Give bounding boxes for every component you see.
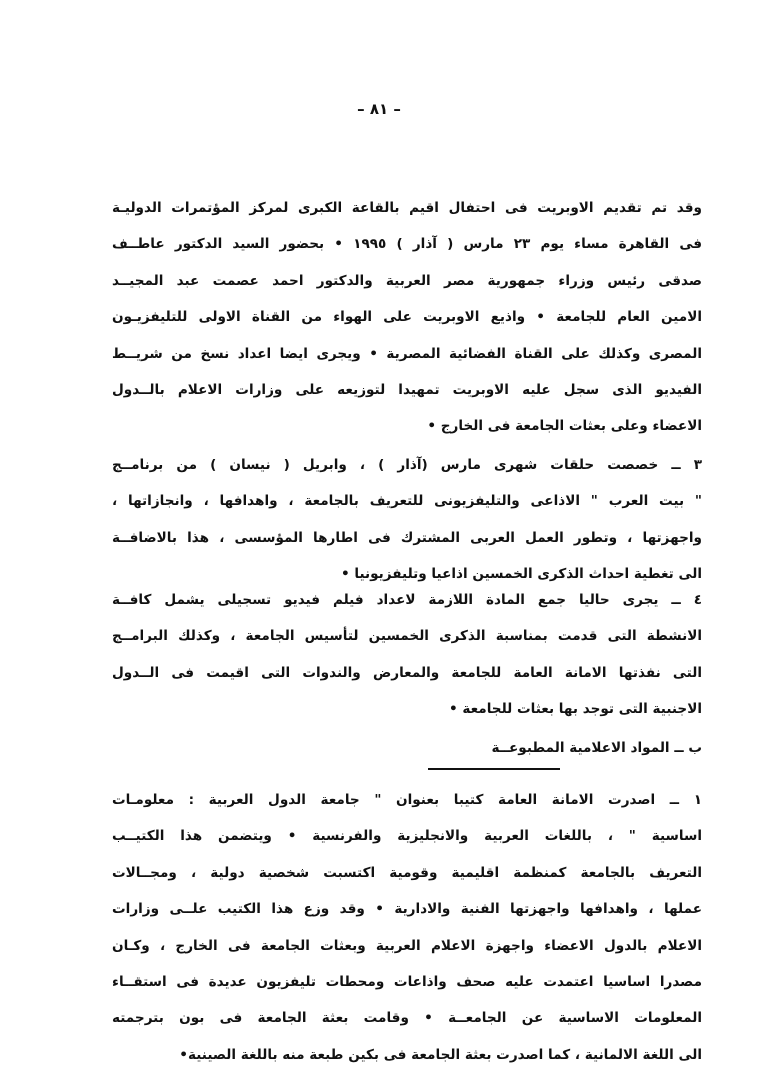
text-line: التعريف بالجامعة كمنظمة اقليمية وقومية اكتسبت شخصية دولية ، ومجــالات — [112, 864, 702, 881]
text-line: ٤ ــ يجرى حاليا جمع المادة اللازمة لاعداد فيلم فيديو تسجيلى يشمل كافــة — [112, 592, 702, 608]
text-line: صدقى رئيس وزراء جمهورية مصر العربية والدكتور احمد عصمت عبد المجيــد — [112, 272, 702, 289]
text-line: الى تغطية احداث الذكرى الخمسين اذاعيا وتليفزيونيا • — [340, 566, 702, 583]
item-4-paragraph — [112, 582, 702, 728]
text-line: التى نفذتها الامانة العامة للجامعة والمعارض والندوات التى اقيمت فى الــدول — [112, 664, 702, 681]
heading-underline — [428, 768, 560, 770]
text-line: الانشطة التى قدمت بمناسبة الذكرى الخمسين لتأسيس الجامعة ، وكذلك البرامــج — [112, 628, 702, 645]
text-line: ٣ ــ خصصت حلقات شهرى مارس (آذار ) ، وابريل ( نيسان ) من برنامــج — [112, 457, 702, 473]
item-3-paragraph — [112, 447, 702, 593]
text-line: " بيت العرب " الاذاعى والتليفزيونى للتعريف بالجامعة ، واهدافها ، وانجازاتها ، — [112, 493, 702, 510]
text-line: الاعضاء وعلى بعثات الجامعة فى الخارج • — [427, 418, 702, 435]
text-line: وقد تم تقديم الاوبريت فى احتفال اقيم بالقاعة الكبرى لمركز المؤتمرات الدوليـة — [112, 200, 702, 216]
text-line: مصدرا اساسيا اعتمدت عليه صحف واذاعات ومحطات تليفزيون عديدة فى استقــاء — [112, 973, 702, 990]
text-line: الفيديو الذى سجل عليه الاوبريت تمهيدا لتوزيعه على وزارات الاعلام بالــدول — [112, 381, 702, 398]
text-line: الاعلام بالدول الاعضاء واجهزة الاعلام العربية وبعثات الجامعة فى الخارج ، وكـان — [112, 937, 702, 954]
text-line: المصرى وكذلك على القناة الفضائية المصرية • ويجرى ايضا اعداد نسخ من شريــط — [112, 345, 702, 362]
text-line: اساسية " ، باللغات العربية والانجليزية والفرنسية • ويتضمن هذا الكتيــب — [112, 828, 702, 845]
text-line: الى اللغة الالمانية ، كما اصدرت بعثة الجامعة فى بكين طبعة منه باللغة الصينية• — [179, 1046, 702, 1063]
text-line: فى القاهرة مساء يوم ٢٣ مارس ( آذار ) ١٩٩٥ • بحضور السيد الدكتور عاطــف — [112, 236, 702, 253]
text-line: واجهزتها ، وتطور العمل العربى المشترك فى اطارها المؤسسى ، هذا بالاضافــة — [112, 529, 702, 546]
text-line: الامين العام للجامعة • واذيع الاوبريت على الهواء من القناة الاولى للتليفزيـون — [112, 309, 702, 326]
page-number: – ٨١ – — [357, 100, 401, 118]
text-line: المعلومات الاساسية عن الجامعــة • وقامت بعثة الجامعة فى بون بترجمته — [112, 1010, 702, 1027]
item-1-paragraph — [112, 782, 702, 1073]
text-line: ١ ــ اصدرت الامانة العامة كتيبا بعنوان " جامعة الدول العربية : معلومـات — [112, 792, 702, 808]
paragraph-opera-presentation — [112, 190, 702, 445]
section-heading: ب ــ المواد الاعلامية المطبوعــة — [491, 740, 702, 756]
text-line: عملها ، واهدافها واجهزتها الفنية والادارية • وقد وزع هذا الكتيب علــى وزارات — [112, 901, 702, 918]
text-line: الاجنبية التى توجد بها بعثات للجامعة • — [448, 701, 702, 718]
